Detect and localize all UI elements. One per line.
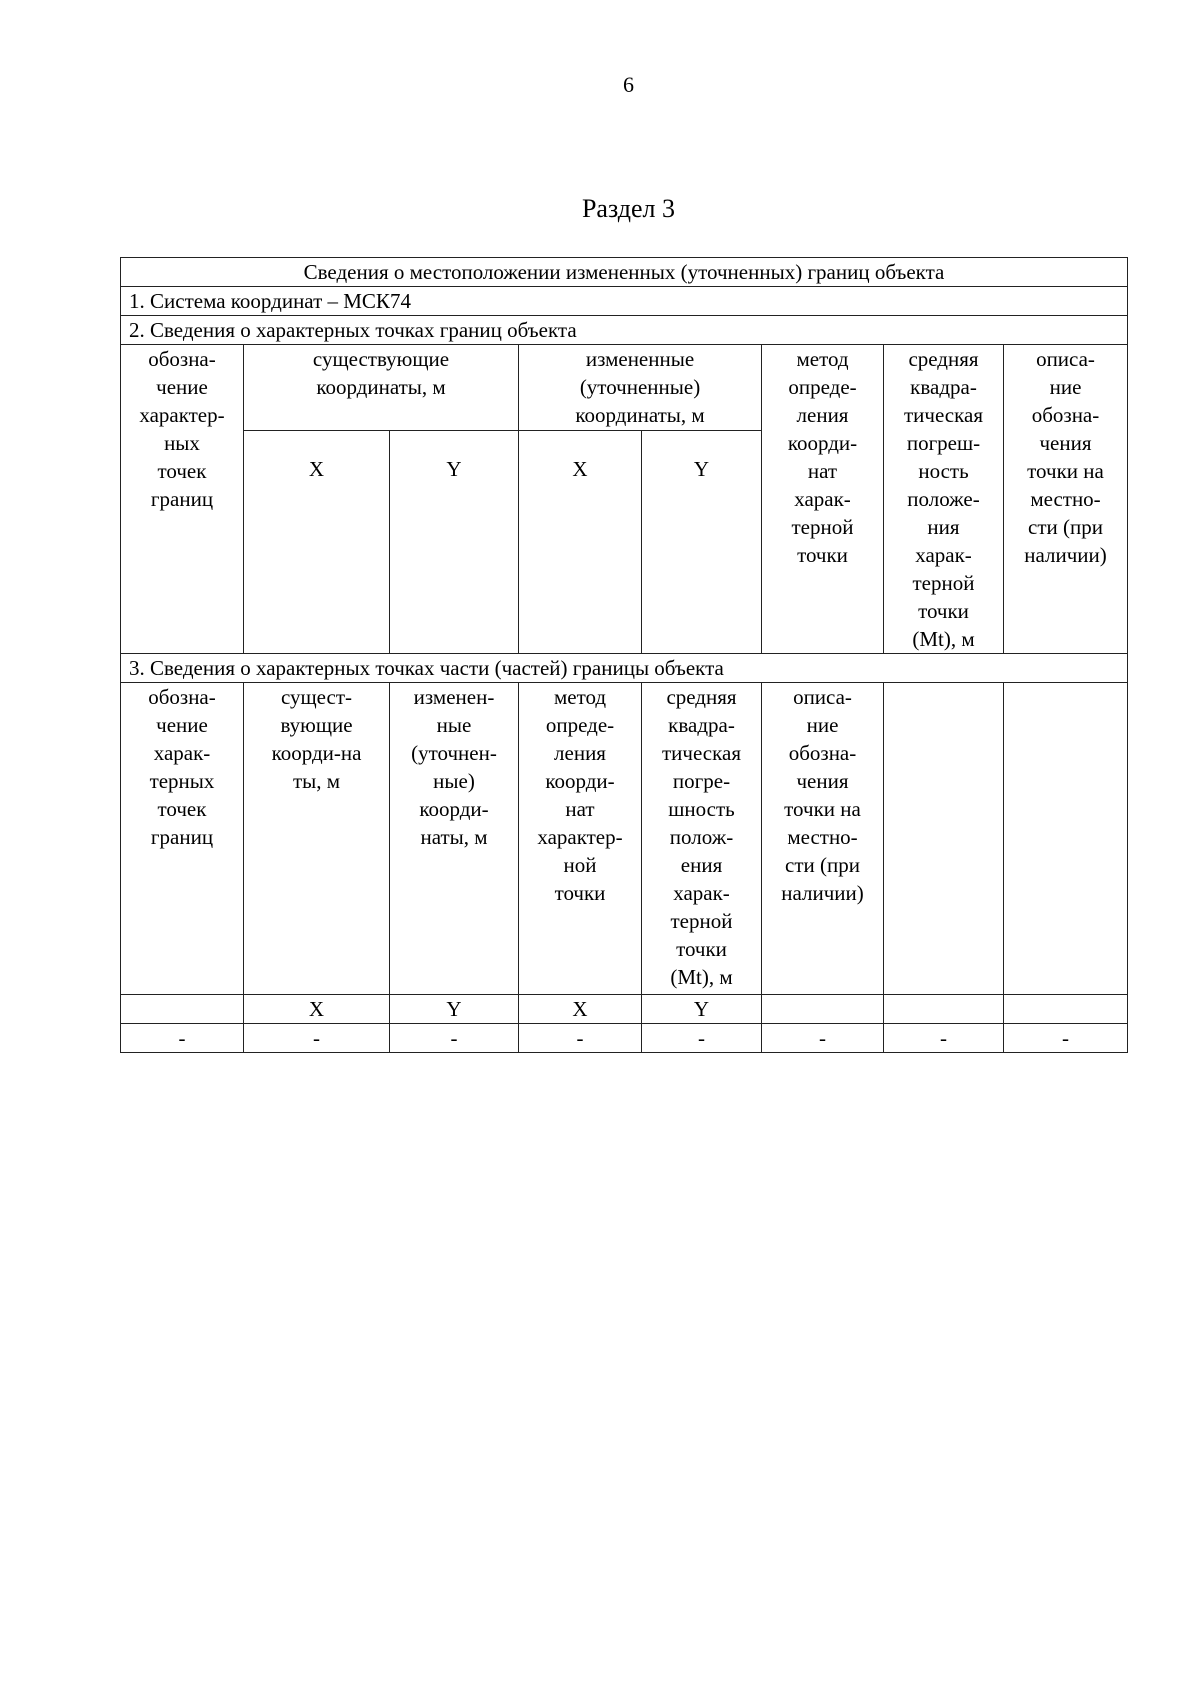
xy-cell <box>762 995 884 1024</box>
s3-col-existing-coords: сущест- вующие коорди-на ты, м <box>244 683 390 995</box>
s3-col-changed-coords: изменен- ные (уточнен- ные) коорди- наты, м <box>390 683 519 995</box>
section3-heading: 3. Сведения о характерных точках части (частей) границы объекта <box>121 654 1128 683</box>
s2-changed-x: X <box>519 430 642 653</box>
xy-cell: X <box>519 995 642 1024</box>
xy-cell <box>121 995 244 1024</box>
s3-col-empty-7 <box>884 683 1004 995</box>
dash-cell: - <box>519 1024 642 1053</box>
page-number: 6 <box>623 72 634 97</box>
xy-cell: X <box>244 995 390 1024</box>
xy-cell: Y <box>642 995 762 1024</box>
s2-col-mean-error: средняя квадра- тическая погреш- ность положе- ния харак- терной точки (Mt), м <box>884 345 1004 654</box>
s2-col-method: метод опреде- ления коорди- нат харак- терной точки <box>762 345 884 654</box>
dash-cell: - <box>642 1024 762 1053</box>
xy-cell <box>884 995 1004 1024</box>
s2-existing-y: Y <box>390 430 519 653</box>
dash-cell: - <box>390 1024 519 1053</box>
s3-col-empty-8 <box>1004 683 1128 995</box>
s3-col-mean-error: средняя квадра- тическая погре- шность полож- ения харак- терной точки (Mt), м <box>642 683 762 995</box>
s2-changed-y: Y <box>642 430 762 653</box>
s2-col-description: описа- ние обозна- чения точки на местно- сти (при наличии) <box>1004 345 1128 654</box>
s2-col-existing-coords: существующие координаты, м <box>244 345 519 431</box>
s3-col-description: описа- ние обозна- чения точки на местно- сти (при наличии) <box>762 683 884 995</box>
xy-cell <box>1004 995 1128 1024</box>
coordinate-system-row: 1. Система координат – МСК74 <box>121 287 1128 316</box>
section2-heading: 2. Сведения о характерных точках границ объекта <box>121 316 1128 345</box>
boundary-table <box>120 257 1128 1053</box>
xy-cell: Y <box>390 995 519 1024</box>
s2-col-changed-coords: измененные (уточненные) координаты, м <box>519 345 762 431</box>
s3-col-point-designation: обозна- чение харак- терных точек границ <box>121 683 244 995</box>
s3-col-method: метод опреде- ления коорди- нат характер- ной точки <box>519 683 642 995</box>
section-title: Раздел 3 <box>581 194 676 223</box>
s2-col-point-designation: обозна- чение характер- ных точек границ <box>121 345 244 654</box>
dash-cell: - <box>244 1024 390 1053</box>
dash-cell: - <box>762 1024 884 1053</box>
dash-cell: - <box>121 1024 244 1053</box>
dash-cell: - <box>1004 1024 1128 1053</box>
table-title: Сведения о местоположении измененных (уточненных) границ объекта <box>121 258 1128 287</box>
s2-existing-x: X <box>244 430 390 653</box>
dash-cell: - <box>884 1024 1004 1053</box>
